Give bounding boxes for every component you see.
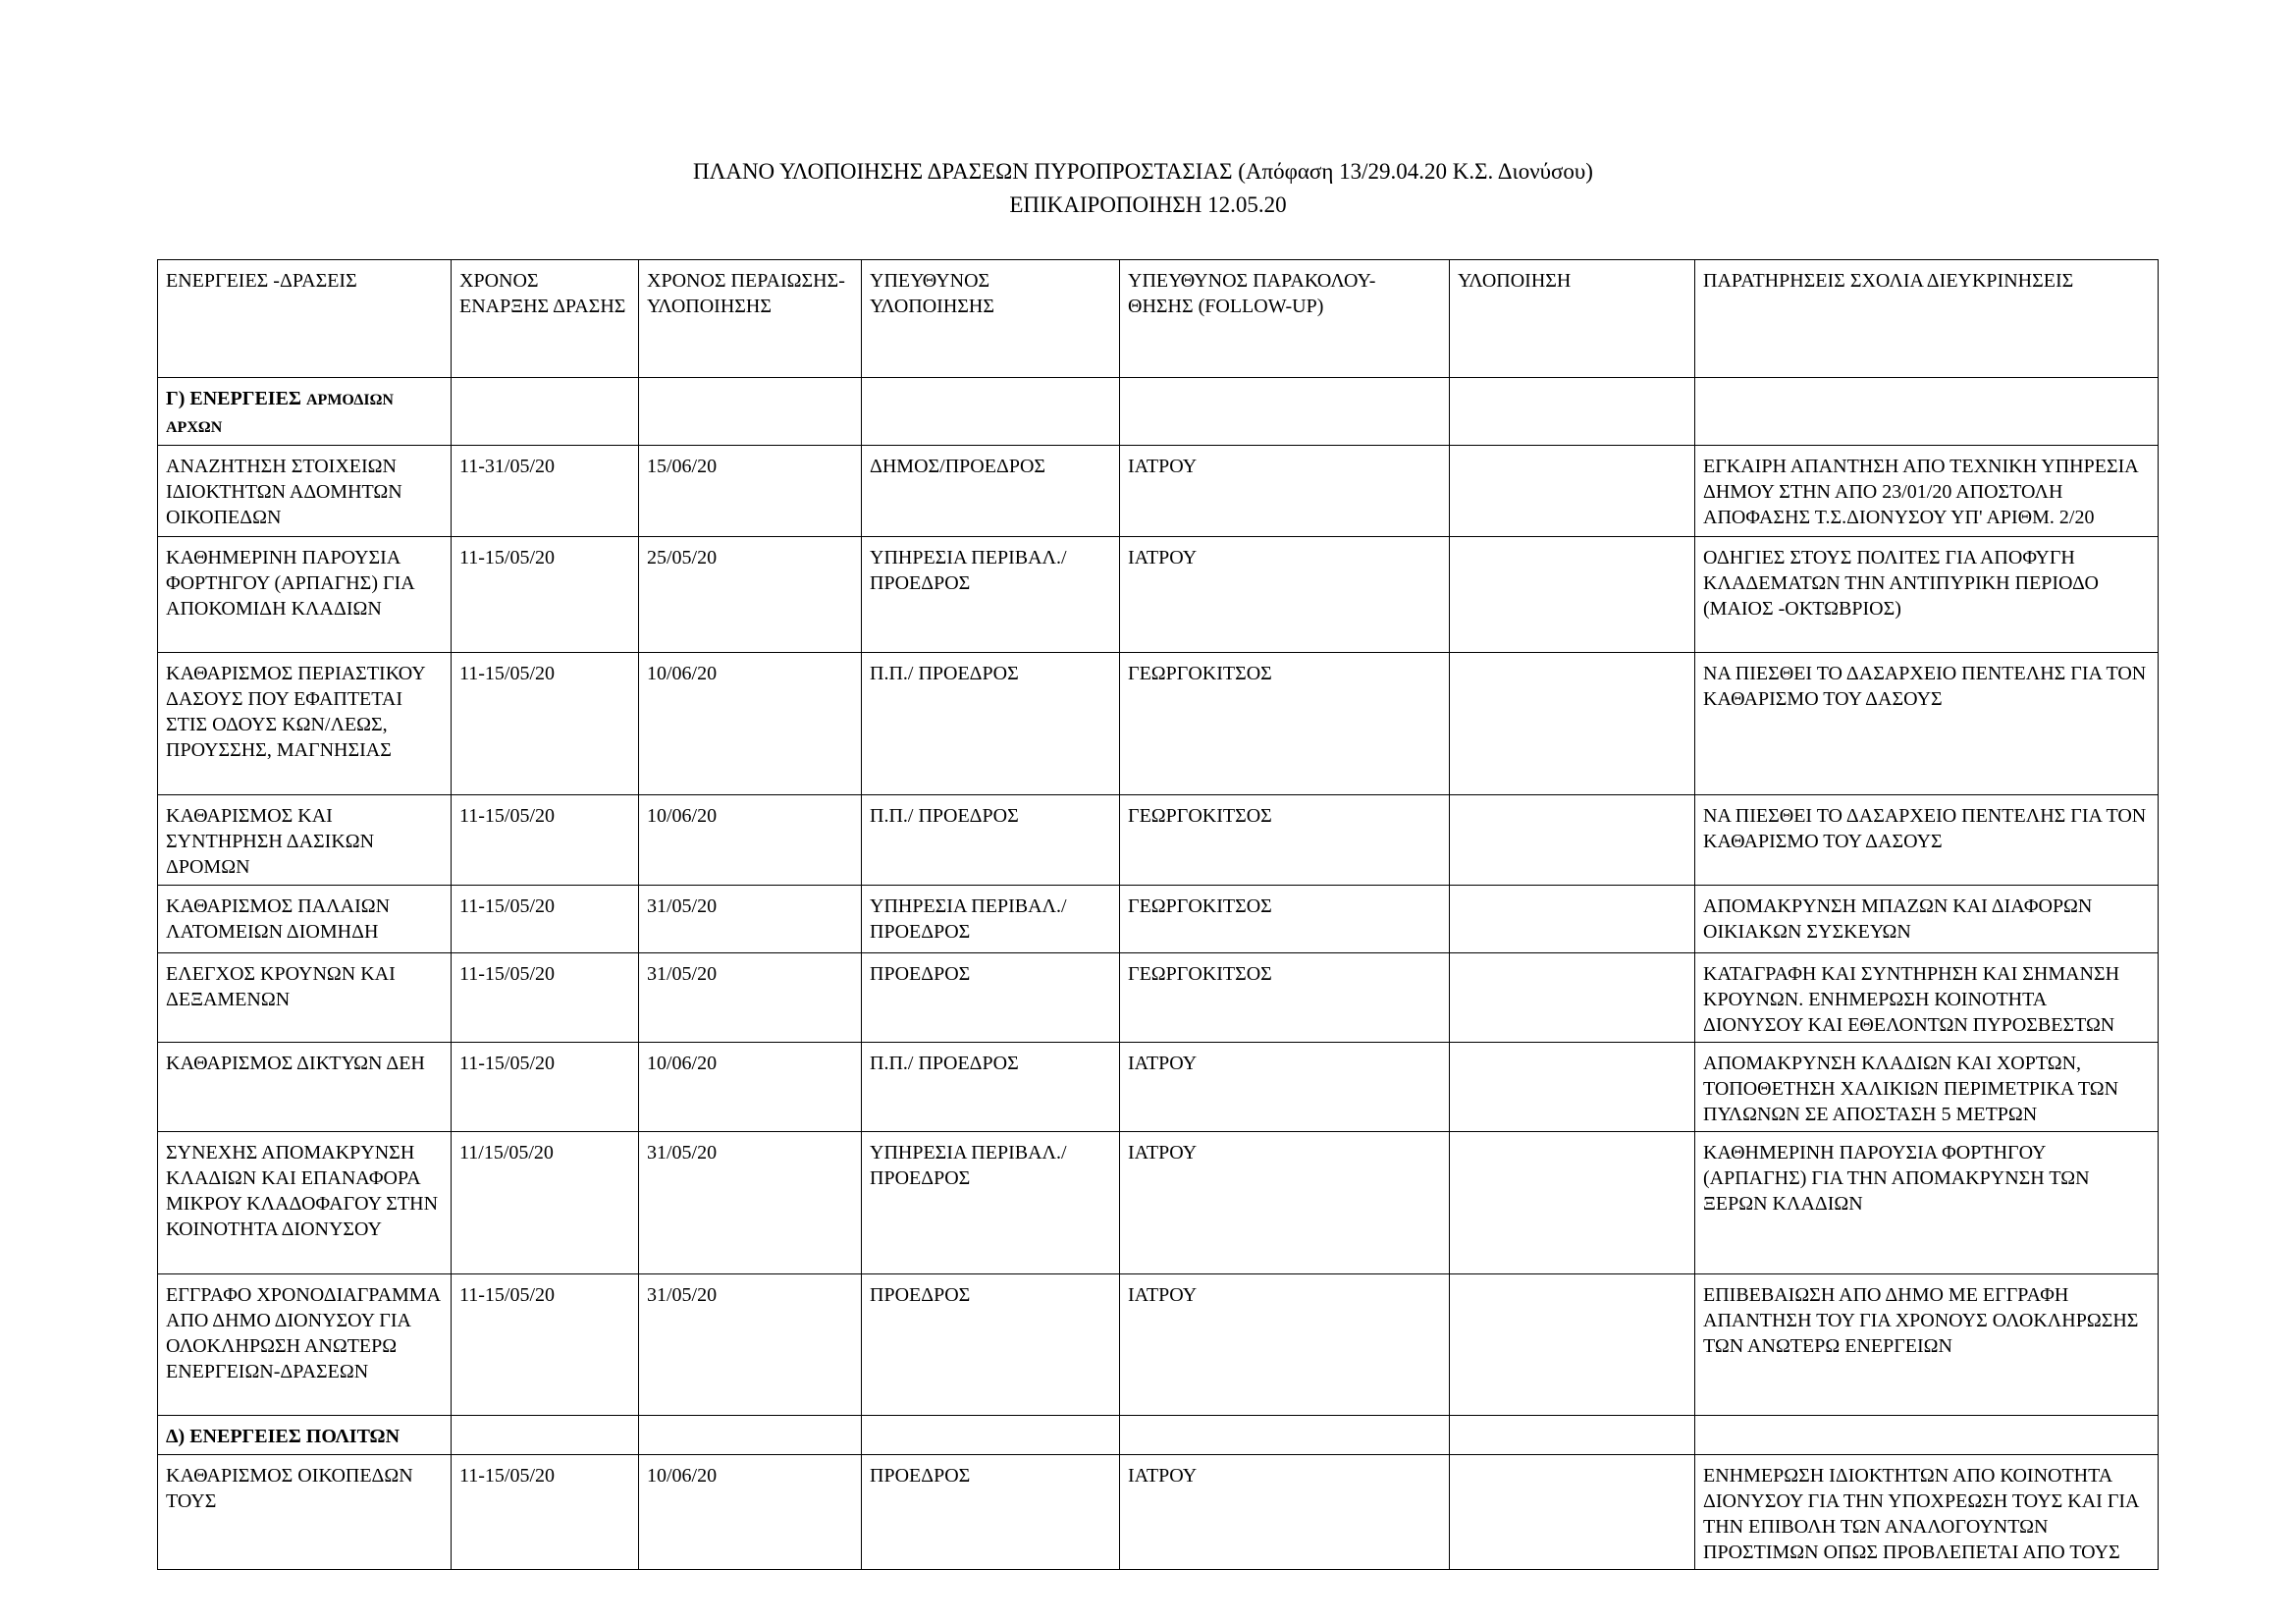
header-cell: ΧΡΟΝΟΣ ΕΝΑΡΞΗΣ ΔΡΑΣΗΣ (452, 260, 639, 378)
responsible-cell: ΠΡΟΕΔΡΟΣ (862, 953, 1120, 1043)
followup-cell: ΓΕΩΡΓΟΚΙΤΣΟΣ (1120, 886, 1450, 953)
section-title-prefix: Γ) ΕΝΕΡΓΕΙΕΣ (166, 388, 301, 409)
implementation-cell (1450, 653, 1695, 795)
empty-cell (862, 378, 1120, 446)
remarks-cell: ΕΝΗΜΕΡΩΣΗ ΙΔΙΟΚΤΗΤΩΝ ΑΠΟ ΚΟΙΝΟΤΗΤΑ ΔΙΟΝΥΣΟΥ ΓΙΑ ΤΗΝ ΥΠΟΧΡΕΩΣΗ ΤΟΥΣ ΚΑΙ ΓΙΑ ΤΗΝ ΕΠΙΒΟΛΗ ΤΩΝ ΑΝΑΛΟΓΟΥΝΤΩΝ ΠΡΟΣΤΙΜΩΝ ΟΠΩΣ ΠΡΟΒΛΕΠΕΤΑΙ ΑΠΟ ΤΟΥΣ (1695, 1455, 2159, 1570)
empty-cell (862, 1416, 1120, 1455)
section-title-suffix: ΑΡΜΟΔΙΩΝ ΑΡΧΩΝ (166, 392, 394, 436)
action-cell: ΕΓΓΡΑΦΟ ΧΡΟΝΟΔΙΑΓΡΑΜΜΑ ΑΠΟ ΔΗΜΟ ΔΙΟΝΥΣΟΥ ΓΙΑ ΟΛΟΚΛΗΡΩΣΗ ΑΝΩΤΕΡΩ ΕΝΕΡΓΕΙΩΝ-ΔΡΑΣΕΩΝ (158, 1274, 452, 1416)
start-cell: 11/15/05/20 (452, 1132, 639, 1274)
header-cell: ΥΠΕΥΘΥΝΟΣ ΥΛΟΠΟΙΗΣΗΣ (862, 260, 1120, 378)
header-row (158, 260, 2159, 378)
end-cell: 31/05/20 (639, 953, 862, 1043)
empty-cell (639, 1416, 862, 1455)
implementation-cell (1450, 1043, 1695, 1132)
followup-cell: ΙΑΤΡΟΥ (1120, 1274, 1450, 1416)
followup-cell: ΙΑΤΡΟΥ (1120, 1043, 1450, 1132)
action-cell: ΣΥΝΕΧΗΣ ΑΠΟΜΑΚΡΥΝΣΗ ΚΛΑΔΙΩΝ ΚΑΙ ΕΠΑΝΑΦΟΡΑ ΜΙΚΡΟΥ ΚΛΑΔΟΦΑΓΟΥ ΣΤΗΝ ΚΟΙΝΟΤΗΤΑ ΔΙΟΝΥΣΟΥ (158, 1132, 452, 1274)
end-cell: 10/06/20 (639, 653, 862, 795)
implementation-cell (1450, 886, 1695, 953)
responsible-cell: ΥΠΗΡΕΣΙΑ ΠΕΡΙΒΑΛ./ ΠΡΟΕΔΡΟΣ (862, 886, 1120, 953)
action-cell: ΚΑΘΗΜΕΡΙΝΗ ΠΑΡΟΥΣΙΑ ΦΟΡΤΗΓΟΥ (ΑΡΠΑΓΗΣ) ΓΙΑ ΑΠΟΚΟΜΙΔΗ ΚΛΑΔΙΩΝ (158, 537, 452, 653)
header-cell: ΥΛΟΠΟΙΗΣΗ (1450, 260, 1695, 378)
followup-cell: ΓΕΩΡΓΟΚΙΤΣΟΣ (1120, 953, 1450, 1043)
title-line-2: ΕΠΙΚΑΙΡΟΠΟΙΗΣΗ 12.05.20 (1009, 192, 1287, 217)
responsible-cell: ΠΡΟΕΔΡΟΣ (862, 1274, 1120, 1416)
empty-cell (452, 1416, 639, 1455)
remarks-cell: ΟΔΗΓΙΕΣ ΣΤΟΥΣ ΠΟΛΙΤΕΣ ΓΙΑ ΑΠΟΦΥΓΗ ΚΛΑΔΕΜΑΤΩΝ ΤΗΝ ΑΝΤΙΠΥΡΙΚΗ ΠΕΡΙΟΔΟ (ΜΑΙΟΣ -ΟΚΤΩΒΡΙΟΣ) (1695, 537, 2159, 653)
end-cell: 31/05/20 (639, 886, 862, 953)
empty-cell (1120, 1416, 1450, 1455)
header-cell: ΧΡΟΝΟΣ ΠΕΡΑΙΩΣΗΣ-ΥΛΟΠΟΙΗΣΗΣ (639, 260, 862, 378)
start-cell: 11-15/05/20 (452, 1274, 639, 1416)
followup-cell: ΓΕΩΡΓΟΚΙΤΣΟΣ (1120, 795, 1450, 886)
responsible-cell: Π.Π./ ΠΡΟΕΔΡΟΣ (862, 795, 1120, 886)
header-cell: ΕΝΕΡΓΕΙΕΣ -ΔΡΑΣΕΙΣ (158, 260, 452, 378)
end-cell: 31/05/20 (639, 1274, 862, 1416)
action-cell: ΑΝΑΖΗΤΗΣΗ ΣΤΟΙΧΕΙΩΝ ΙΔΙΟΚΤΗΤΩΝ ΑΔΟΜΗΤΩΝ ΟΙΚΟΠΕΔΩΝ (158, 446, 452, 537)
header-cell: ΠΑΡΑΤΗΡΗΣΕΙΣ ΣΧΟΛΙΑ ΔΙΕΥΚΡΙΝΗΣΕΙΣ (1695, 260, 2159, 378)
implementation-cell (1450, 1132, 1695, 1274)
action-cell: ΚΑΘΑΡΙΣΜΟΣ ΚΑΙ ΣΥΝΤΗΡΗΣΗ ΔΑΣΙΚΩΝ ΔΡΟΜΩΝ (158, 795, 452, 886)
responsible-cell: Π.Π./ ΠΡΟΕΔΡΟΣ (862, 1043, 1120, 1132)
action-cell: ΕΛΕΓΧΟΣ ΚΡΟΥΝΩΝ ΚΑΙ ΔΕΞΑΜΕΝΩΝ (158, 953, 452, 1043)
table-row (158, 1455, 2159, 1570)
end-cell: 25/05/20 (639, 537, 862, 653)
responsible-cell: ΔΗΜΟΣ/ΠΡΟΕΔΡΟΣ (862, 446, 1120, 537)
table-row (158, 1132, 2159, 1274)
action-cell: ΚΑΘΑΡΙΣΜΟΣ ΟΙΚΟΠΕΔΩΝ ΤΟΥΣ (158, 1455, 452, 1570)
table-row (158, 446, 2159, 537)
responsible-cell: ΠΡΟΕΔΡΟΣ (862, 1455, 1120, 1570)
end-cell: 31/05/20 (639, 1132, 862, 1274)
section-row-g (158, 378, 2159, 446)
empty-cell (1450, 378, 1695, 446)
empty-cell (1450, 1416, 1695, 1455)
responsible-cell: ΥΠΗΡΕΣΙΑ ΠΕΡΙΒΑΛ./ ΠΡΟΕΔΡΟΣ (862, 537, 1120, 653)
end-cell: 10/06/20 (639, 1043, 862, 1132)
action-cell: ΚΑΘΑΡΙΣΜΟΣ ΔΙΚΤΥΩΝ ΔΕΗ (158, 1043, 452, 1132)
implementation-cell (1450, 446, 1695, 537)
implementation-cell (1450, 795, 1695, 886)
start-cell: 11-15/05/20 (452, 1455, 639, 1570)
end-cell: 10/06/20 (639, 1455, 862, 1570)
start-cell: 11-15/05/20 (452, 795, 639, 886)
implementation-cell (1450, 1274, 1695, 1416)
start-cell: 11-31/05/20 (452, 446, 639, 537)
empty-cell (1695, 378, 2159, 446)
implementation-cell (1450, 537, 1695, 653)
start-cell: 11-15/05/20 (452, 653, 639, 795)
empty-cell (639, 378, 862, 446)
remarks-cell: ΑΠΟΜΑΚΡΥΝΣΗ ΜΠΑΖΩΝ ΚΑΙ ΔΙΑΦΟΡΩΝ ΟΙΚΙΑΚΩΝ ΣΥΣΚΕΥΩΝ (1695, 886, 2159, 953)
responsible-cell: Π.Π./ ΠΡΟΕΔΡΟΣ (862, 653, 1120, 795)
start-cell: 11-15/05/20 (452, 886, 639, 953)
remarks-cell: ΕΠΙΒΕΒΑΙΩΣΗ ΑΠΟ ΔΗΜΟ ΜΕ ΕΓΓΡΑΦΗ ΑΠΑΝΤΗΣΗ ΤΟΥ ΓΙΑ ΧΡΟΝΟΥΣ ΟΛΟΚΛΗΡΩΣΗΣ ΤΩΝ ΑΝΩΤΕΡΩ ΕΝΕΡΓΕΙΩΝ (1695, 1274, 2159, 1416)
implementation-cell (1450, 1455, 1695, 1570)
end-cell: 15/06/20 (639, 446, 862, 537)
start-cell: 11-15/05/20 (452, 1043, 639, 1132)
table-row (158, 886, 2159, 953)
action-cell: ΚΑΘΑΡΙΣΜΟΣ ΠΑΛΑΙΩΝ ΛΑΤΟΜΕΙΩΝ ΔΙΟΜΗΔΗ (158, 886, 452, 953)
start-cell: 11-15/05/20 (452, 953, 639, 1043)
remarks-cell: ΕΓΚΑΙΡΗ ΑΠΑΝΤΗΣΗ ΑΠΟ ΤΕΧΝΙΚΗ ΥΠΗΡΕΣΙΑ ΔΗΜΟΥ ΣΤΗΝ ΑΠΟ 23/01/20 ΑΠΟΣΤΟΛΗ ΑΠΟΦΑΣΗΣ Τ.Σ.ΔΙΟΝΥΣΟΥ ΥΠ' ΑΡΙΘΜ. 2/20 (1695, 446, 2159, 537)
empty-cell (452, 378, 639, 446)
table-row (158, 1274, 2159, 1416)
implementation-cell (1450, 953, 1695, 1043)
table-row (158, 953, 2159, 1043)
followup-cell: ΙΑΤΡΟΥ (1120, 1132, 1450, 1274)
remarks-cell: ΝΑ ΠΙΕΣΘΕΙ ΤΟ ΔΑΣΑΡΧΕΙΟ ΠΕΝΤΕΛΗΣ ΓΙΑ ΤΟΝ ΚΑΘΑΡΙΣΜΟ ΤΟΥ ΔΑΣΟΥΣ (1695, 795, 2159, 886)
remarks-cell: ΑΠΟΜΑΚΡΥΝΣΗ ΚΛΑΔΙΩΝ ΚΑΙ ΧΟΡΤΩΝ, ΤΟΠΟΘΕΤΗΣΗ ΧΑΛΙΚΙΩΝ ΠΕΡΙΜΕΤΡΙΚΑ ΤΩΝ ΠΥΛΩΝΩΝ ΣΕ ΑΠΟΣΤΑΣΗ 5 ΜΕΤΡΩΝ (1695, 1043, 2159, 1132)
section-row-d (158, 1416, 2159, 1455)
table-row (158, 1043, 2159, 1132)
followup-cell: ΓΕΩΡΓΟΚΙΤΣΟΣ (1120, 653, 1450, 795)
action-cell: ΚΑΘΑΡΙΣΜΟΣ ΠΕΡΙΑΣΤΙΚΟΥ ΔΑΣΟΥΣ ΠΟΥ ΕΦΑΠΤΕΤΑΙ ΣΤΙΣ ΟΔΟΥΣ ΚΩΝ/ΛΕΩΣ, ΠΡΟΥΣΣΗΣ, ΜΑΓΝΗΣΙΑΣ (158, 653, 452, 795)
followup-cell: ΙΑΤΡΟΥ (1120, 446, 1450, 537)
empty-cell (1120, 378, 1450, 446)
empty-cell (1695, 1416, 2159, 1455)
remarks-cell: ΚΑΘΗΜΕΡΙΝΗ ΠΑΡΟΥΣΙΑ ΦΟΡΤΗΓΟΥ (ΑΡΠΑΓΗΣ) ΓΙΑ ΤΗΝ ΑΠΟΜΑΚΡΥΝΣΗ ΤΩΝ ΞΕΡΩΝ ΚΛΑΔΙΩΝ (1695, 1132, 2159, 1274)
remarks-cell: ΚΑΤΑΓΡΑΦΗ ΚΑΙ ΣΥΝΤΗΡΗΣΗ ΚΑΙ ΣΗΜΑΝΣΗ ΚΡΟΥΝΩΝ. ΕΝΗΜΕΡΩΣΗ ΚΟΙΝΟΤΗΤΑ ΔΙΟΝΥΣΟΥ ΚΑΙ ΕΘΕΛΟΝΤΩΝ ΠΥΡΟΣΒΕΣΤΩΝ (1695, 953, 2159, 1043)
responsible-cell: ΥΠΗΡΕΣΙΑ ΠΕΡΙΒΑΛ./ ΠΡΟΕΔΡΟΣ (862, 1132, 1120, 1274)
section-title: Δ) ΕΝΕΡΓΕΙΕΣ ΠΟΛΙΤΩΝ (158, 1416, 452, 1455)
table-row (158, 653, 2159, 795)
followup-cell: ΙΑΤΡΟΥ (1120, 537, 1450, 653)
document-title (0, 155, 2296, 222)
table-row (158, 537, 2159, 653)
title-line-1: ΠΛΑΝΟ ΥΛΟΠΟΙΗΣΗΣ ΔΡΑΣΕΩΝ ΠΥΡΟΠΡΟΣΤΑΣΙΑΣ (Απόφαση 13/29.04.20 Κ.Σ. Διονύσου) (693, 159, 1593, 184)
section-title (158, 378, 452, 446)
followup-cell: ΙΑΤΡΟΥ (1120, 1455, 1450, 1570)
header-cell: ΥΠΕΥΘΥΝΟΣ ΠΑΡΑΚΟΛΟΥ-ΘΗΣΗΣ (FOLLOW-UP) (1120, 260, 1450, 378)
end-cell: 10/06/20 (639, 795, 862, 886)
action-plan-table (157, 259, 2159, 1570)
start-cell: 11-15/05/20 (452, 537, 639, 653)
remarks-cell: ΝΑ ΠΙΕΣΘΕΙ ΤΟ ΔΑΣΑΡΧΕΙΟ ΠΕΝΤΕΛΗΣ ΓΙΑ ΤΟΝ ΚΑΘΑΡΙΣΜΟ ΤΟΥ ΔΑΣΟΥΣ (1695, 653, 2159, 795)
table-row (158, 795, 2159, 886)
